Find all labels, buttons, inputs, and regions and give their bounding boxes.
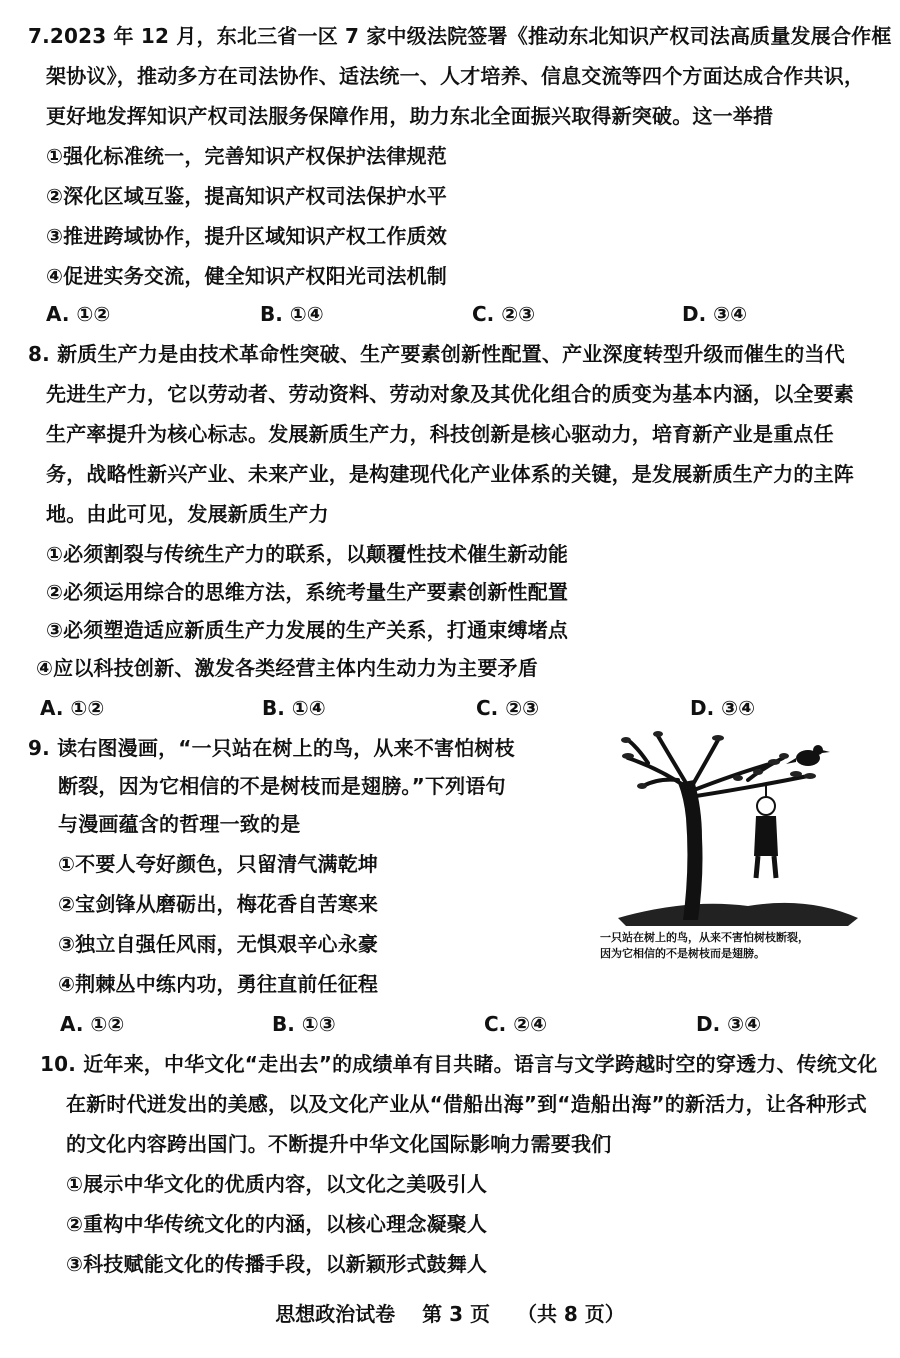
q8-choice-d: D. ③④ (690, 696, 756, 720)
caption-line-1: 一只站在树上的鸟，从来不害怕树枝断裂， (600, 931, 809, 944)
q7-choice-c: C. ②③ (472, 302, 536, 326)
footer-subject: 思想政治试卷 (275, 1302, 396, 1326)
q8-option-4: ④应以科技创新、激发各类经营主体内生动力为主要矛盾 (36, 656, 538, 680)
caption-line-2: 因为它相信的不是树枝而是翅膀。 (600, 947, 765, 960)
q7-option-3: ③推进跨域协作，提升区域知识产权工作质效 (46, 224, 447, 248)
q8-line-3: 生产率提升为核心标志。发展新质生产力，科技创新是核心驱动力，培育新产业是重点任 (46, 422, 834, 446)
q10-option-1: ①展示中华文化的优质内容，以文化之美吸引人 (66, 1172, 488, 1196)
q7-line-2: 架协议》，推动多方在司法协作、适法统一、人才培养、信息交流等四个方面达成合作共识， (46, 64, 865, 88)
q10-line-2: 在新时代迸发出的美感，以及文化产业从“借船出海”到“造船出海”的新活力，让各种形式 (66, 1092, 867, 1116)
q7-option-2: ②深化区域互鉴，提高知识产权司法保护水平 (46, 184, 447, 208)
q10-line-1: 10. 近年来，中华文化“走出去”的成绩单有目共睹。语言与文学跨越时空的穿透力、传统文化 (40, 1052, 878, 1076)
q9-line-3: 与漫画蕴含的哲理一致的是 (58, 812, 301, 836)
q9-option-2: ②宝剑锋从磨砺出，梅花香自苦寒来 (58, 892, 379, 916)
page-footer (0, 1300, 900, 1328)
q8-choice-c: C. ②③ (476, 696, 540, 720)
q8-line-4: 务，战略性新兴产业、未来产业，是构建现代化产业体系的关键，是发展新质生产力的主阵 (46, 462, 854, 486)
q7-line-1: 7.2023 年 12 月，东北三省一区 7 家中级法院签署《推动东北知识产权司法高质量发展合作框 (28, 24, 892, 48)
q8-option-1: ①必须割裂与传统生产力的联系，以颠覆性技术催生新动能 (46, 542, 569, 566)
q7-choice-b: B. ①④ (260, 302, 324, 326)
q8-option-2: ②必须运用综合的思维方法，系统考量生产要素创新性配置 (46, 580, 569, 604)
q8-choice-b: B. ①④ (262, 696, 326, 720)
q8-line-2: 先进生产力，它以劳动者、劳动资料、劳动对象及其优化组合的质变为基本内涵，以全要素 (46, 382, 854, 406)
q8-line-5: 地。由此可见，发展新质生产力 (46, 502, 329, 526)
footer-total-pages: （共 8 页） (516, 1302, 625, 1326)
q8-line-1: 8. 新质生产力是由技术革命性突破、生产要素创新性配置、产业深度转型升级而催生的当代 (28, 342, 845, 366)
footer-page-number: 第 3 页 (422, 1302, 490, 1326)
hanging-person (754, 784, 778, 878)
tree-branches (628, 736, 808, 796)
q10-option-2: ②重构中华传统文化的内涵，以核心理念凝聚人 (66, 1212, 488, 1236)
q9-choice-d: D. ③④ (696, 1012, 762, 1036)
q7-choice-a: A. ①② (46, 302, 111, 326)
tree-trunk (678, 780, 703, 920)
q10-line-3: 的文化内容跨出国门。不断提升中华文化国际影响力需要我们 (66, 1132, 612, 1156)
q9-choice-c: C. ②④ (484, 1012, 548, 1036)
q9-choice-a: A. ①② (60, 1012, 125, 1036)
ground-shape (618, 903, 858, 926)
q7-option-4: ④促进实务交流，健全知识产权阳光司法机制 (46, 264, 447, 288)
q10-option-3: ③科技赋能文化的传播手段，以新颖形式鼓舞人 (66, 1252, 488, 1276)
q9-option-1: ①不要人夸好颜色，只留清气满乾坤 (58, 852, 379, 876)
q7-line-3: 更好地发挥知识产权司法服务保障作用，助力东北全面振兴取得新突破。这一举措 (46, 104, 774, 128)
q9-option-3: ③独立自强任风雨，无惧艰辛心永豪 (58, 932, 379, 956)
q8-option-3: ③必须塑造适应新质生产力发展的生产关系，打通束缚堵点 (46, 618, 569, 642)
q7-option-1: ①强化标准统一，完善知识产权保护法律规范 (46, 144, 447, 168)
bird-icon (786, 745, 830, 766)
q8-choice-a: A. ①② (40, 696, 105, 720)
q7-choice-d: D. ③④ (682, 302, 748, 326)
q9-choice-b: B. ①③ (272, 1012, 336, 1036)
q9-option-4: ④荆棘丛中练内功，勇往直前任征程 (58, 972, 379, 996)
q9-line-1: 9. 读右图漫画，“一只站在树上的鸟，从来不害怕树枝 (28, 736, 515, 760)
q9-line-2: 断裂，因为它相信的不是树枝而是翅膀。”下列语句 (58, 774, 506, 798)
cartoon-caption (600, 930, 880, 962)
